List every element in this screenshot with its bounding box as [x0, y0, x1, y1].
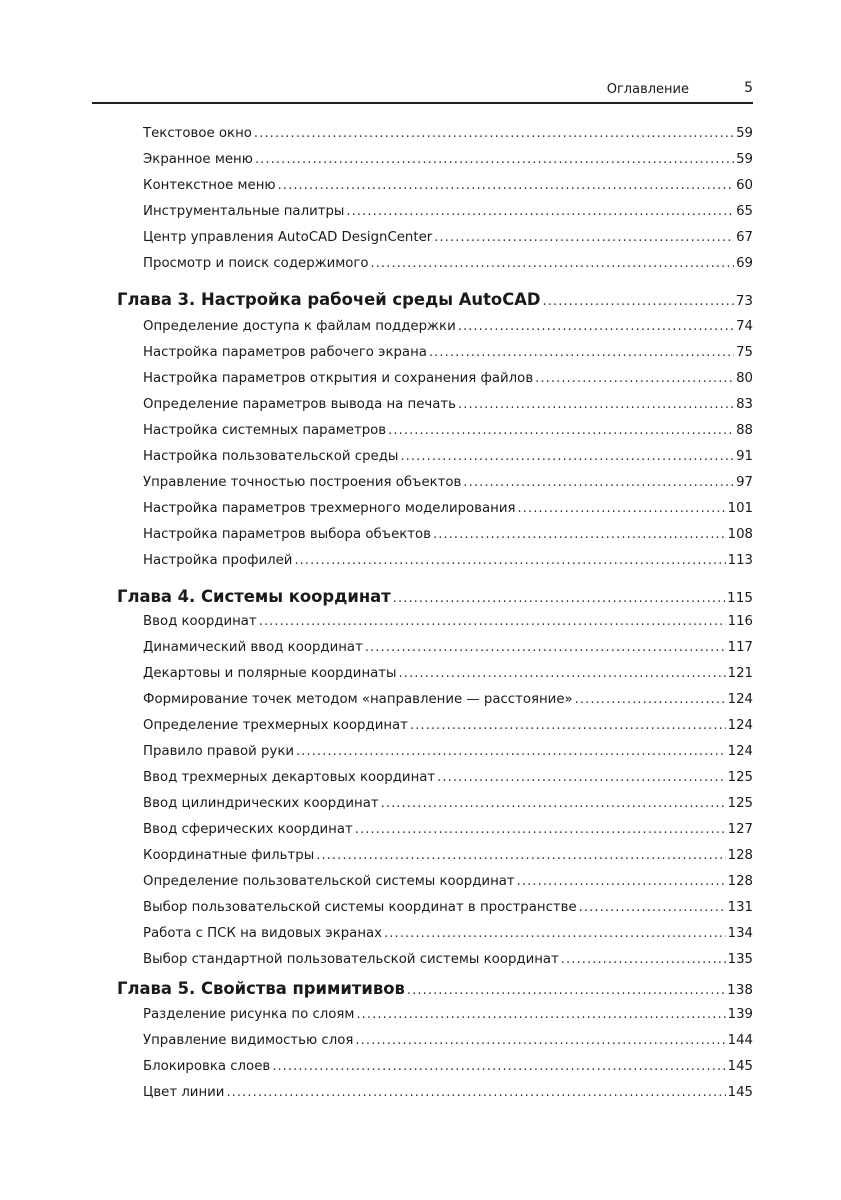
dot-leader	[458, 397, 734, 412]
toc-entry	[143, 126, 753, 150]
toc-entry	[143, 770, 753, 794]
toc-entry-title: Настройка пользовательской среды	[143, 449, 399, 464]
dot-leader	[384, 926, 726, 941]
toc-entry-title: Ввод сферических координат	[143, 822, 353, 837]
dot-leader	[226, 1085, 725, 1100]
toc-page-number: 144	[727, 1033, 753, 1048]
toc-entry	[143, 553, 753, 577]
dot-leader	[458, 319, 734, 334]
toc-entry-title: Настройка параметров трехмерного моделирования	[143, 501, 516, 516]
toc-entry	[143, 1033, 753, 1057]
toc-entry-title: Глава 3. Настройка рабочей среды AutoCAD	[117, 290, 541, 309]
toc-page-number: 60	[736, 178, 753, 193]
toc-entry	[143, 501, 753, 525]
toc-page-number: 145	[727, 1059, 753, 1074]
toc-entry	[143, 640, 753, 664]
toc-page-number: 74	[736, 319, 753, 334]
toc-entry-title: Динамический ввод координат	[143, 640, 363, 655]
toc-page-number: 101	[727, 501, 753, 516]
toc-page-number: 83	[736, 397, 753, 412]
toc-entry-title: Ввод координат	[143, 614, 257, 629]
toc-entry-title: Центр управления AutoCAD DesignCenter	[143, 230, 433, 245]
dot-leader	[561, 952, 726, 967]
toc-page-number: 128	[727, 874, 753, 889]
toc-page-number: 115	[727, 590, 753, 606]
toc-page-number: 125	[727, 796, 753, 811]
toc-entry-title: Правило правой руки	[143, 744, 295, 759]
toc-entry-title: Контекстное меню	[143, 178, 276, 193]
toc-entry	[143, 614, 753, 638]
toc-entry-title: Настройка системных параметров	[143, 423, 387, 438]
toc-page-number: 67	[736, 230, 753, 245]
dot-leader	[399, 666, 726, 681]
toc-entry	[143, 319, 753, 343]
toc-page-number: 59	[736, 126, 753, 141]
toc-entry-title: Настройка профилей	[143, 553, 293, 568]
toc-entry	[143, 475, 753, 499]
toc-entry	[143, 178, 753, 202]
dot-leader	[272, 1059, 725, 1074]
toc-entry-title: Декартовы и полярные координаты	[143, 666, 397, 681]
header-title: Оглавление	[606, 82, 689, 97]
toc-entry	[143, 744, 753, 768]
dot-leader	[346, 204, 734, 219]
toc-entry-title: Определение параметров вывода на печать	[143, 397, 457, 412]
toc-entry	[143, 230, 753, 254]
toc-page-number: 116	[727, 614, 753, 629]
toc-entry-title: Блокировка слоев	[143, 1059, 271, 1074]
dot-leader	[254, 126, 734, 141]
dot-leader	[463, 475, 734, 490]
toc-page-number: 128	[727, 848, 753, 863]
toc-entry	[143, 371, 753, 395]
toc-entry-title: Определение трехмерных координат	[143, 718, 408, 733]
toc-entry-title: Настройка параметров выбора объектов	[143, 527, 431, 542]
dot-leader	[575, 692, 726, 707]
dot-leader	[294, 553, 725, 568]
toc-page-number: 97	[736, 475, 753, 490]
toc-entry-title: Определение доступа к файлам поддержки	[143, 319, 456, 334]
toc-entry	[143, 1059, 753, 1083]
dot-leader	[371, 256, 735, 271]
toc-entry	[143, 423, 753, 447]
toc-entry-title: Выбор пользовательской системы координат в пространстве	[143, 900, 577, 915]
toc-entry-title: Формирование точек методом «направление — расстояние»	[143, 692, 573, 707]
toc-entry	[143, 874, 753, 898]
toc-entry-title: Работа с ПСК на видовых экранах	[143, 926, 383, 941]
dot-leader	[433, 527, 726, 542]
toc-entry-title: Ввод цилиндрических координат	[143, 796, 379, 811]
dot-leader	[400, 449, 734, 464]
toc-chapter-heading	[117, 587, 753, 613]
toc-entry-title: Настройка параметров открытия и сохранения файлов	[143, 371, 534, 386]
dot-leader	[393, 591, 725, 606]
dot-leader	[355, 1033, 725, 1048]
toc-page-number: 138	[727, 982, 753, 998]
toc-entry	[143, 397, 753, 421]
toc-entry-title: Управление видимостью слоя	[143, 1033, 354, 1048]
toc-entry-title: Текстовое окно	[143, 126, 252, 141]
toc-entry	[143, 796, 753, 820]
toc-entry-title: Выбор стандартной пользовательской системы координат	[143, 952, 559, 967]
toc-entry-title: Просмотр и поиск содержимого	[143, 256, 369, 271]
toc-page-number: 59	[736, 152, 753, 167]
toc-page-number: 124	[727, 692, 753, 707]
toc-entry-title: Инструментальные палитры	[143, 204, 345, 219]
dot-leader	[316, 848, 725, 863]
toc-entry	[143, 527, 753, 551]
toc-entry-title: Ввод трехмерных декартовых координат	[143, 770, 436, 785]
toc-entry-title: Координатные фильтры	[143, 848, 315, 863]
toc-page-number: 139	[727, 1007, 753, 1022]
toc-page-number: 113	[727, 553, 753, 568]
toc-entry-title: Экранное меню	[143, 152, 253, 167]
running-header	[92, 80, 753, 104]
toc-entry	[143, 926, 753, 950]
toc-page-number: 124	[727, 718, 753, 733]
dot-leader	[518, 501, 726, 516]
toc-entry	[143, 204, 753, 228]
toc-entry-title: Определение пользовательской системы координат	[143, 874, 515, 889]
dot-leader	[579, 900, 726, 915]
toc-page-number: 124	[727, 744, 753, 759]
dot-leader	[365, 640, 726, 655]
dot-leader	[535, 371, 734, 386]
toc-entry-title: Цвет линии	[143, 1085, 225, 1100]
toc-page-number: 131	[727, 900, 753, 915]
dot-leader	[381, 796, 726, 811]
toc-page-number: 125	[727, 770, 753, 785]
toc-entry	[143, 848, 753, 872]
toc-page-number: 117	[727, 640, 753, 655]
dot-leader	[410, 718, 726, 733]
toc-chapter-heading	[117, 979, 753, 1005]
toc-page-number: 80	[736, 371, 753, 386]
toc-page-number: 75	[736, 345, 753, 360]
toc-entry-title: Разделение рисунка по слоям	[143, 1007, 355, 1022]
dot-leader	[278, 178, 734, 193]
toc-page-number: 121	[727, 666, 753, 681]
toc-entry	[143, 822, 753, 846]
dot-leader	[437, 770, 725, 785]
toc-page-number: 73	[735, 293, 753, 309]
toc-entry	[143, 1085, 753, 1109]
toc-entry-title: Глава 5. Свойства примитивов	[117, 979, 405, 998]
toc-entry-title: Настройка параметров рабочего экрана	[143, 345, 427, 360]
dot-leader	[407, 983, 725, 998]
toc-entry	[143, 718, 753, 742]
toc-entry	[143, 692, 753, 716]
toc-page-number: 88	[736, 423, 753, 438]
toc-page-number: 145	[727, 1085, 753, 1100]
toc-entry-title: Управление точностью построения объектов	[143, 475, 462, 490]
dot-leader	[296, 744, 726, 759]
dot-leader	[429, 345, 734, 360]
toc-entry	[143, 256, 753, 280]
toc-page-number: 127	[727, 822, 753, 837]
toc-page-number: 65	[736, 204, 753, 219]
toc-page-number: 108	[727, 527, 753, 542]
dot-leader	[388, 423, 734, 438]
dot-leader	[356, 1007, 725, 1022]
header-page-number: 5	[744, 80, 753, 96]
dot-leader	[255, 152, 734, 167]
toc-page-number: 134	[727, 926, 753, 941]
toc-entry	[143, 900, 753, 924]
toc-entry	[143, 449, 753, 473]
toc-page-number: 91	[736, 449, 753, 464]
dot-leader	[259, 614, 726, 629]
toc-entry-title: Глава 4. Системы координат	[117, 587, 391, 606]
toc-entry	[143, 952, 753, 976]
dot-leader	[355, 822, 726, 837]
toc-entry	[143, 345, 753, 369]
dot-leader	[517, 874, 726, 889]
dot-leader	[543, 294, 734, 309]
toc-page-number: 135	[727, 952, 753, 967]
toc-entry	[143, 1007, 753, 1031]
toc-entry	[143, 152, 753, 176]
toc-page-number: 69	[736, 256, 753, 271]
toc-entry	[143, 666, 753, 690]
toc-chapter-heading	[117, 290, 753, 316]
dot-leader	[434, 230, 734, 245]
